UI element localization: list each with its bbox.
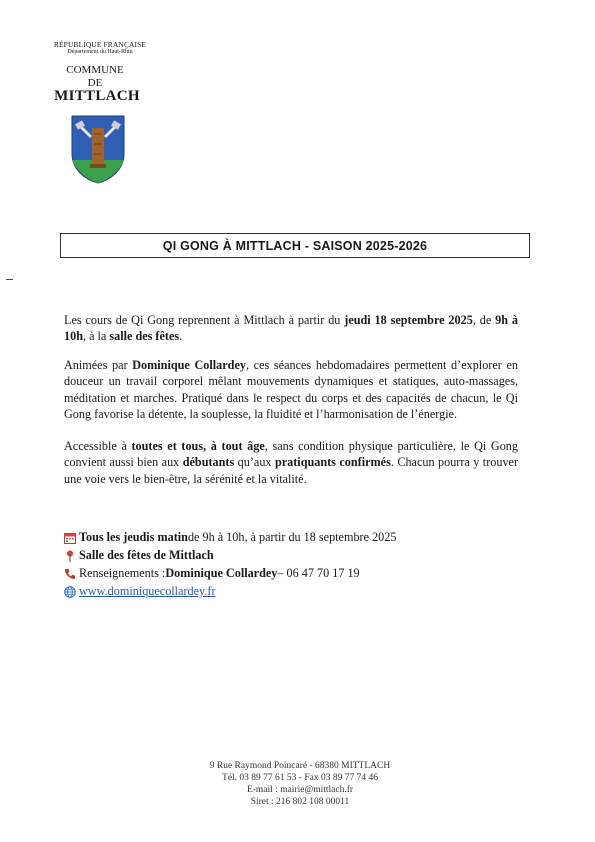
emphasis-text: pratiquants confirmés <box>274 455 391 470</box>
footer-siret: Siret : 216 802 108 00011 <box>250 797 350 807</box>
emphasis-text: Dominique Collardey <box>132 358 246 372</box>
info-website <box>64 583 216 600</box>
calendar-icon <box>64 532 76 544</box>
info-contact <box>64 565 360 582</box>
paragraph-accessibility <box>64 438 518 487</box>
commune-de-label: DE <box>87 77 103 89</box>
margin-mark <box>6 279 13 280</box>
footer-phone: Tél. 03 89 77 61 53 - Fax 03 89 77 74 46 <box>222 773 378 783</box>
footer-email: E-mail : mairie@mittlach.fr <box>246 785 354 795</box>
pin-icon <box>64 550 76 562</box>
commune-label: COMMUNE <box>66 64 124 76</box>
body-text: Animées par <box>64 358 133 372</box>
website-link[interactable]: www.dominiquecollardey.fr <box>79 584 216 598</box>
emphasis-text: salle des fêtes <box>109 329 180 344</box>
republic-label: RÉPUBLIQUE FRANÇAISE <box>53 40 147 49</box>
info-schedule <box>64 529 396 546</box>
phone-icon <box>64 568 76 580</box>
globe-icon <box>64 586 76 598</box>
emphasis-text: débutants <box>182 455 235 470</box>
page-title: QI GONG À MITTLACH - SAISON 2025-2026 <box>60 233 530 258</box>
body-text: Les cours de Qi Gong reprennent à Mittlach à partir du <box>64 313 345 327</box>
body-text: , sans condition physique particulière, le Qi Gong convient aussi bien aux <box>64 439 518 470</box>
emphasis-text: toutes et tous, à tout âge <box>131 439 265 453</box>
coat-of-arms-icon <box>70 114 126 184</box>
body-text: qu’aux <box>234 455 275 470</box>
location-text: Salle des fêtes de Mittlach <box>79 548 214 562</box>
department-label: Département du Haut-Rhin <box>67 49 133 55</box>
paragraph-description <box>64 357 518 422</box>
emphasis-text: 9h à 10h <box>64 313 518 344</box>
schedule-text: de 9h à 10h, à partir du 18 septembre 2025 <box>187 530 397 544</box>
schedule-bold: Tous les jeudis matin <box>79 530 188 544</box>
contact-phone: – 06 47 70 17 19 <box>277 566 360 580</box>
body-text: , ces séances hebdomadaires permettent d’explorer en douceur un travail corporel mêlant mouvements dynamiques et statiques, auto-massages, méditation et marches. Pratiqué dans le respect du corps et des capacités de chacun, le Qi Gong favorise la détente, la souplesse, la fluidité et l’harmonisation de l’énergie. <box>64 358 518 421</box>
body-text: . <box>179 329 183 344</box>
body-text: Accessible à <box>64 439 132 453</box>
emphasis-text: jeudi 18 septembre 2025 <box>344 313 473 327</box>
contact-name: Dominique Collardey <box>165 566 278 580</box>
contact-label: Renseignements : <box>79 566 166 580</box>
footer-address: 9 Rue Raymond Poincaré - 68380 MITTLACH <box>209 761 391 771</box>
town-name: MITTLACH <box>54 88 140 104</box>
body-text: , de <box>472 313 496 327</box>
body-text: . Chacun pourra y trouver une voie vers le bien-être, la sérénité et la vitalité. <box>64 455 519 486</box>
info-location <box>64 547 214 564</box>
body-text: , à la <box>82 329 110 344</box>
paragraph-schedule <box>64 312 518 345</box>
